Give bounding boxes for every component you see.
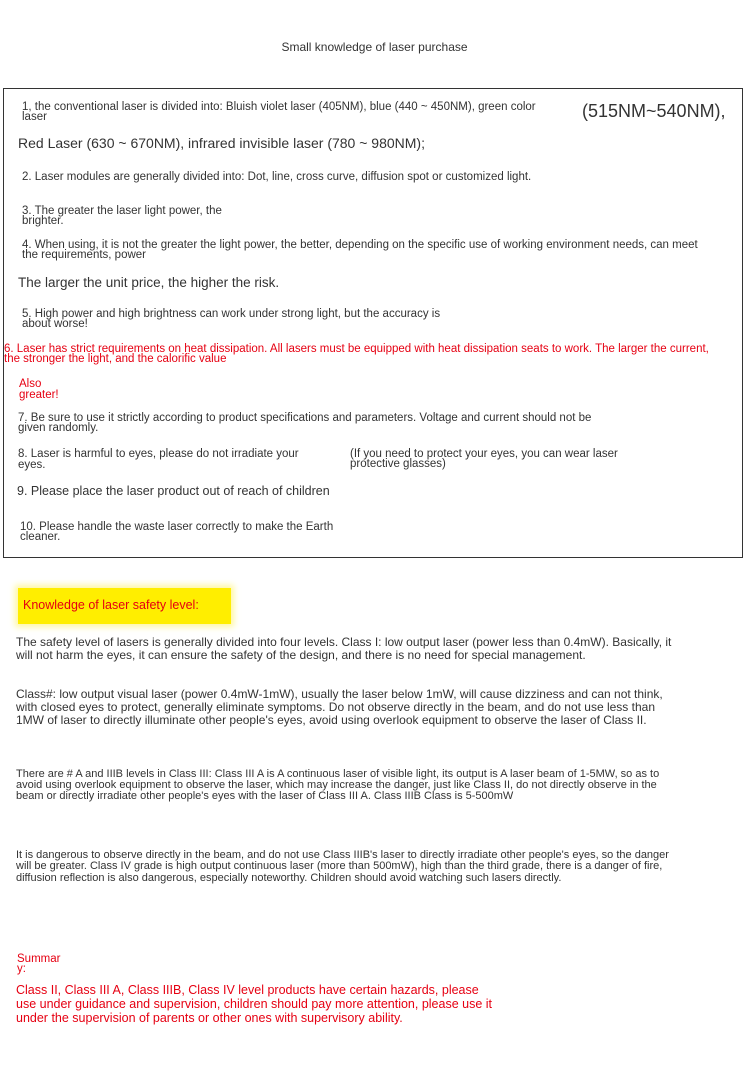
tip-3-line-b: brighter. bbox=[22, 215, 64, 227]
tip-4-line-a: 4. When using, it is not the greater the light power, the better, depending on the specific use of working environment needs, can meet bbox=[22, 239, 698, 251]
tip-1-green-range: (515NM~540NM), bbox=[582, 101, 726, 121]
tip-7-line-a: 7. Be sure to use it strictly according to product specifications and parameters. Voltage and current should not be bbox=[18, 412, 592, 424]
summary-label-b: y: bbox=[17, 963, 26, 975]
tip-2: 2. Laser modules are generally divided into: Dot, line, cross curve, diffusion spot or customized light. bbox=[22, 171, 532, 183]
tip-6-line-b: the stronger the light, and the calorific value bbox=[4, 353, 227, 365]
page-title: Small knowledge of laser purchase bbox=[281, 40, 468, 54]
tip-5-line-a: 5. High power and high brightness can work under strong light, but the accuracy is bbox=[22, 308, 441, 320]
tip-7-line-b: given randomly. bbox=[18, 422, 99, 434]
safety-level-heading-text: Knowledge of laser safety level: bbox=[23, 598, 199, 612]
safety-level-heading bbox=[18, 588, 231, 624]
safety-p4-line-b: will be greater. Class IV grade is high output continuous laser (more than 500mW), high than the third grade, there is a danger of fire, bbox=[16, 860, 663, 872]
safety-p3-line-a: There are # A and IIIB levels in Class III: Class III A is A continuous laser of visible light, its output is A laser beam of 1-5MW, so as to bbox=[16, 768, 660, 780]
summary-line-3: under the supervision of parents or other ones with supervisory ability. bbox=[16, 1011, 403, 1025]
tip-4-line-c: The larger the unit price, the higher the risk. bbox=[18, 275, 280, 290]
tip-1-line-a: 1, the conventional laser is divided into: Bluish violet laser (405NM), blue (440 ~ 450NM), green color bbox=[22, 101, 536, 113]
tip-8-line-c: (If you need to protect your eyes, you can wear laser bbox=[350, 448, 618, 460]
tip-6-line-a: 6. Laser has strict requirements on heat dissipation. All lasers must be equipped with heat dissipation seats to work. The larger the current, bbox=[4, 343, 709, 355]
safety-p2-line-b: with closed eyes to protect, generally eliminate symptoms. Do not observe directly in the beam, and do not use less than bbox=[16, 700, 655, 714]
tip-5-line-b: about worse! bbox=[22, 318, 88, 330]
tip-8-line-b: eyes. bbox=[18, 459, 46, 471]
tip-1-line-c: Red Laser (630 ~ 670NM), infrared invisible laser (780 ~ 980NM); bbox=[18, 135, 425, 151]
tip-10-line-b: cleaner. bbox=[20, 531, 61, 543]
tip-10-line-a: 10. Please handle the waste laser correctly to make the Earth bbox=[20, 521, 334, 533]
summary-line-1: Class II, Class III A, Class IIIB, Class IV level products have certain hazards, please bbox=[16, 983, 479, 997]
tip-4-line-b: the requirements, power bbox=[22, 249, 147, 261]
tip-6-line-c: Also bbox=[19, 378, 42, 390]
tip-8-line-d: protective glasses) bbox=[350, 458, 446, 470]
tip-8-line-a: 8. Laser is harmful to eyes, please do not irradiate your bbox=[18, 448, 299, 460]
tip-6-line-d: greater! bbox=[19, 389, 59, 401]
safety-p4-line-c: diffusion reflection is also dangerous, especially noteworthy. Children should avoid watching such lasers directly. bbox=[16, 872, 562, 884]
safety-p3-line-b: avoid using overlook equipment to observe the laser, which may increase the danger, just like Class II, do not directly observe in the bbox=[16, 779, 657, 791]
safety-p1-line-b: will not harm the eyes, it can ensure the safety of the design, and there is no need for special management. bbox=[16, 648, 586, 662]
safety-p1-line-a: The safety level of lasers is generally divided into four levels. Class I: low output laser (power less than 0.4mW). Basically, it bbox=[16, 635, 672, 649]
safety-p2-line-a: Class#: low output visual laser (power 0.4mW-1mW), usually the laser below 1mW, will cause dizziness and can not think, bbox=[16, 687, 663, 701]
summary-line-2: use under guidance and supervision, children should pay more attention, please use it bbox=[16, 997, 493, 1011]
safety-p2-line-c: 1MW of laser to directly illuminate other people's eyes, avoid using overlook equipment to observe the laser of Class II. bbox=[16, 713, 647, 727]
tip-3-line-a: 3. The greater the laser light power, the bbox=[22, 205, 222, 217]
summary-label-a: Summar bbox=[17, 953, 61, 965]
safety-p3-line-c: beam or directly irradiate other people's eyes with the laser of Class III A. Class IIIB Class is 5-500mW bbox=[16, 790, 514, 802]
tip-1-line-b: laser bbox=[22, 111, 47, 123]
safety-p4-line-a: It is dangerous to observe directly in the beam, and do not use Class IIIB's laser to directly irradiate other people's eyes, so the danger bbox=[16, 849, 669, 861]
tip-9: 9. Please place the laser product out of reach of children bbox=[17, 484, 330, 498]
